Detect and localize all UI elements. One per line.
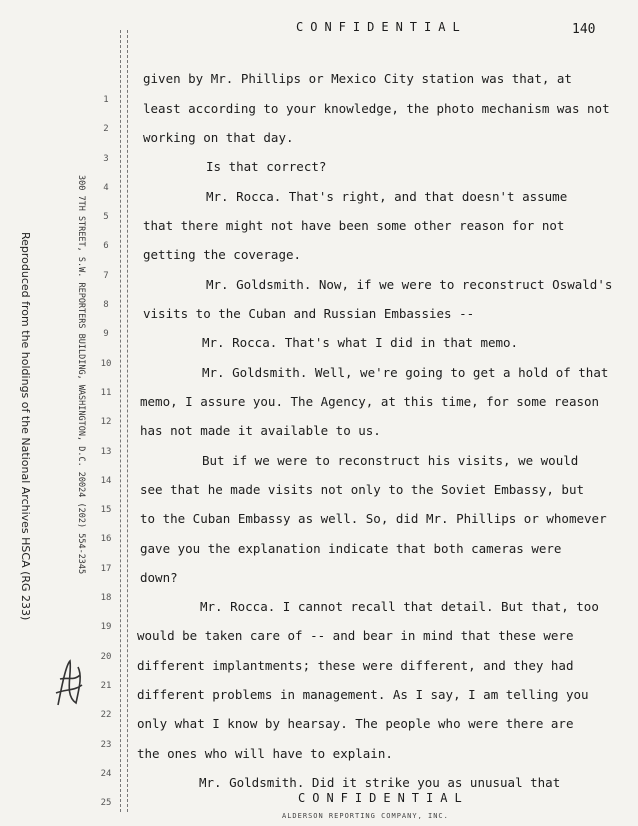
line-number: 23 (100, 739, 112, 750)
transcript-line: Mr. Rocca. That's what I did in that memo. (202, 335, 519, 350)
line-number: 4 (103, 182, 109, 193)
transcript-line: has not made it available to us. (140, 423, 381, 438)
transcript-line: Mr. Goldsmith. Did it strike you as unusual that (199, 775, 561, 790)
confidential-header: CONFIDENTIAL (296, 20, 467, 34)
line-number: 24 (100, 768, 112, 779)
line-number: 6 (103, 241, 109, 252)
line-number: 11 (100, 387, 112, 398)
transcript-line: down? (140, 570, 178, 585)
line-number: 5 (103, 212, 109, 223)
line-number: 7 (103, 270, 109, 281)
transcript-line: different problems in management. As I say, I am telling you (137, 687, 589, 702)
line-number: 25 (100, 798, 112, 809)
line-number: 10 (100, 358, 112, 369)
transcript-line: Mr. Rocca. That's right, and that doesn't assume (206, 189, 568, 204)
line-number: 2 (103, 124, 109, 135)
transcript-line: the ones who will have to explain. (137, 746, 393, 761)
transcript-line: working on that day. (143, 130, 294, 145)
confidential-footer: CONFIDENTIAL (298, 791, 469, 805)
line-number: 22 (100, 710, 112, 721)
transcript-line: Mr. Goldsmith. Now, if we were to reconstruct Oswald's (206, 277, 613, 292)
margin-rule-right (127, 30, 128, 812)
transcript-line: least according to your knowledge, the photo mechanism was not (143, 101, 610, 116)
line-number: 12 (100, 417, 112, 428)
line-number: 18 (100, 593, 112, 604)
line-number: 13 (100, 446, 112, 457)
reporting-company: ALDERSON REPORTING COMPANY, INC. (282, 812, 449, 820)
line-number: 1 (103, 95, 109, 105)
line-numbers (98, 86, 114, 818)
transcript-line: only what I know by hearsay. The people who were there are (137, 716, 574, 731)
transcript-line: Mr. Goldsmith. Well, we're going to get a hold of that (202, 365, 609, 380)
transcript-line: different implantments; these were different, and they had (137, 658, 574, 673)
transcript-line: Is that correct? (206, 159, 327, 174)
handwritten-signature (52, 655, 86, 715)
transcript-line: gave you the explanation indicate that both cameras were (140, 541, 562, 556)
transcript-line: given by Mr. Phillips or Mexico City station was that, at (143, 71, 572, 86)
line-number: 20 (100, 651, 112, 662)
reporter-address: 300 7TH STREET, S.W. REPORTERS BUILDING, WASHINGTON, D.C. 20024 (202) 554-2345 (76, 175, 86, 575)
transcript-line: to the Cuban Embassy as well. So, did Mr. Phillips or whomever (140, 511, 607, 526)
transcript-line: that there might not have been some other reason for not (143, 218, 565, 233)
transcript-line: Mr. Rocca. I cannot recall that detail. But that, too (200, 599, 599, 614)
line-number: 16 (100, 534, 112, 545)
line-number: 3 (103, 153, 109, 164)
line-number: 14 (100, 475, 112, 486)
line-number: 8 (103, 300, 109, 311)
line-number: 21 (100, 680, 112, 691)
transcript-line: But if we were to reconstruct his visits, we would (202, 453, 579, 468)
reproduction-note: Reproduced from the holdings of the National Archives HSCA (RG 233) (19, 232, 32, 621)
transcript-line: getting the coverage. (143, 247, 302, 262)
page-number: 140 (572, 22, 596, 37)
line-number: 17 (100, 563, 112, 574)
transcript-line: memo, I assure you. The Agency, at this time, for some reason (140, 394, 600, 409)
transcript-line: see that he made visits not only to the Soviet Embassy, but (140, 482, 585, 497)
line-number: 9 (103, 329, 109, 340)
margin-rule-left (120, 30, 121, 812)
transcript-line: visits to the Cuban and Russian Embassies -- (143, 306, 475, 321)
line-number: 15 (100, 505, 112, 516)
transcript-line: would be taken care of -- and bear in mind that these were (137, 628, 574, 643)
line-number: 19 (100, 622, 112, 633)
